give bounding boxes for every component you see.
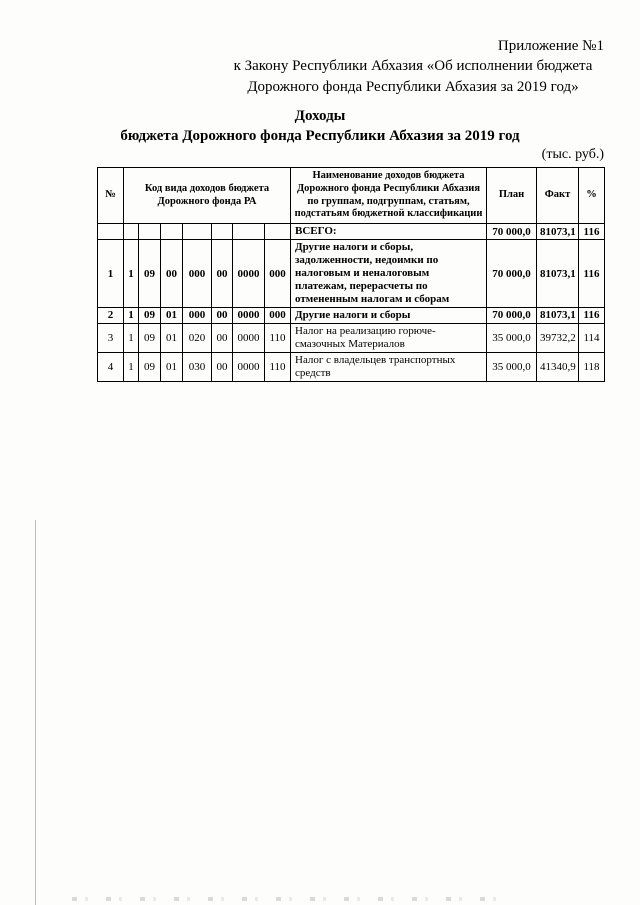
cell-plan: 35 000,0 <box>487 352 537 381</box>
cell-fact: 39732,2 <box>537 323 579 352</box>
cell-code-5: 00 <box>212 352 233 381</box>
cell-code-5: 00 <box>212 240 233 308</box>
scan-artifact <box>35 520 36 905</box>
cell-code-6: 0000 <box>233 352 265 381</box>
cell-code-6: 0000 <box>233 308 265 324</box>
header-percent: % <box>579 168 605 224</box>
budget-table <box>97 167 605 382</box>
cell-code-4: 000 <box>183 240 212 308</box>
document-title <box>0 106 640 147</box>
cell-name: Налог на реализацию горюче-смазочных Материалов <box>291 323 487 352</box>
table-row <box>98 240 605 308</box>
cell-code-3 <box>161 224 183 240</box>
cell-plan: 70 000,0 <box>487 240 537 308</box>
cell-code-7: 110 <box>265 323 291 352</box>
cell-fact: 81073,1 <box>537 240 579 308</box>
cell-code-7: 000 <box>265 308 291 324</box>
cell-name: Другие налоги и сборы, задолженности, недоимки по налоговым и неналоговым платежам, перерасчеты по отмененным налогам и сборам <box>291 240 487 308</box>
cell-code-3: 00 <box>161 240 183 308</box>
cell-code-7 <box>265 224 291 240</box>
cell-plan: 70 000,0 <box>487 308 537 324</box>
cell-percent: 114 <box>579 323 605 352</box>
appendix-line-1: Приложение №1 <box>497 38 604 54</box>
cell-fact: 81073,1 <box>537 224 579 240</box>
cell-percent: 116 <box>579 224 605 240</box>
cell-num: 3 <box>98 323 124 352</box>
table-row <box>98 352 605 381</box>
cell-fact: 41340,9 <box>537 352 579 381</box>
cell-percent: 118 <box>579 352 605 381</box>
appendix-line-3: Дорожного фонда Республики Абхазия за 2019 год» <box>247 78 579 95</box>
cell-code-5: 00 <box>212 308 233 324</box>
appendix-block <box>222 36 604 97</box>
cell-percent: 116 <box>579 240 605 308</box>
cell-code-4: 020 <box>183 323 212 352</box>
cell-code-1: 1 <box>124 352 139 381</box>
cell-code-2: 09 <box>139 352 161 381</box>
cell-code-3: 01 <box>161 352 183 381</box>
header-plan: План <box>487 168 537 224</box>
cell-code-5: 00 <box>212 323 233 352</box>
table-row <box>98 224 605 240</box>
cell-fact: 81073,1 <box>537 308 579 324</box>
cell-name: Другие налоги и сборы <box>291 308 487 324</box>
table-row <box>98 308 605 324</box>
header-code-group: Код вида доходов бюджета Дорожного фонда РА <box>124 168 291 224</box>
cell-name: Налог с владельцев транспортных средств <box>291 352 487 381</box>
cell-percent: 116 <box>579 308 605 324</box>
scan-artifact <box>72 897 512 901</box>
cell-code-7: 000 <box>265 240 291 308</box>
table-body <box>98 224 605 382</box>
cell-code-4 <box>183 224 212 240</box>
cell-code-1: 1 <box>124 240 139 308</box>
header-num: № <box>98 168 124 224</box>
cell-plan: 35 000,0 <box>487 323 537 352</box>
cell-code-3: 01 <box>161 308 183 324</box>
cell-code-7: 110 <box>265 352 291 381</box>
cell-num: 4 <box>98 352 124 381</box>
header-name: Наименование доходов бюджета Дорожного фонда Республики Абхазия по группам, подгруппам, статьям, подстатьям бюджетной классификации <box>291 168 487 224</box>
cell-code-3: 01 <box>161 323 183 352</box>
cell-code-2: 09 <box>139 308 161 324</box>
cell-code-6: 0000 <box>233 323 265 352</box>
cell-name: ВСЕГО: <box>291 224 487 240</box>
cell-code-2 <box>139 224 161 240</box>
header-fact: Факт <box>537 168 579 224</box>
cell-code-6 <box>233 224 265 240</box>
table-row <box>98 323 605 352</box>
cell-code-2: 09 <box>139 240 161 308</box>
table-header-row <box>98 168 605 224</box>
cell-code-5 <box>212 224 233 240</box>
cell-code-1 <box>124 224 139 240</box>
title-line-2: бюджета Дорожного фонда Республики Абхазия за 2019 год <box>120 128 520 145</box>
cell-num: 1 <box>98 240 124 308</box>
units-note: (тыс. руб.) <box>541 147 604 162</box>
cell-num <box>98 224 124 240</box>
cell-code-6: 0000 <box>233 240 265 308</box>
cell-code-4: 030 <box>183 352 212 381</box>
cell-code-2: 09 <box>139 323 161 352</box>
title-line-1: Доходы <box>294 108 346 124</box>
cell-code-4: 000 <box>183 308 212 324</box>
cell-plan: 70 000,0 <box>487 224 537 240</box>
cell-code-1: 1 <box>124 308 139 324</box>
appendix-line-2: к Закону Республики Абхазия «Об исполнении бюджета <box>233 58 593 75</box>
cell-code-1: 1 <box>124 323 139 352</box>
cell-num: 2 <box>98 308 124 324</box>
